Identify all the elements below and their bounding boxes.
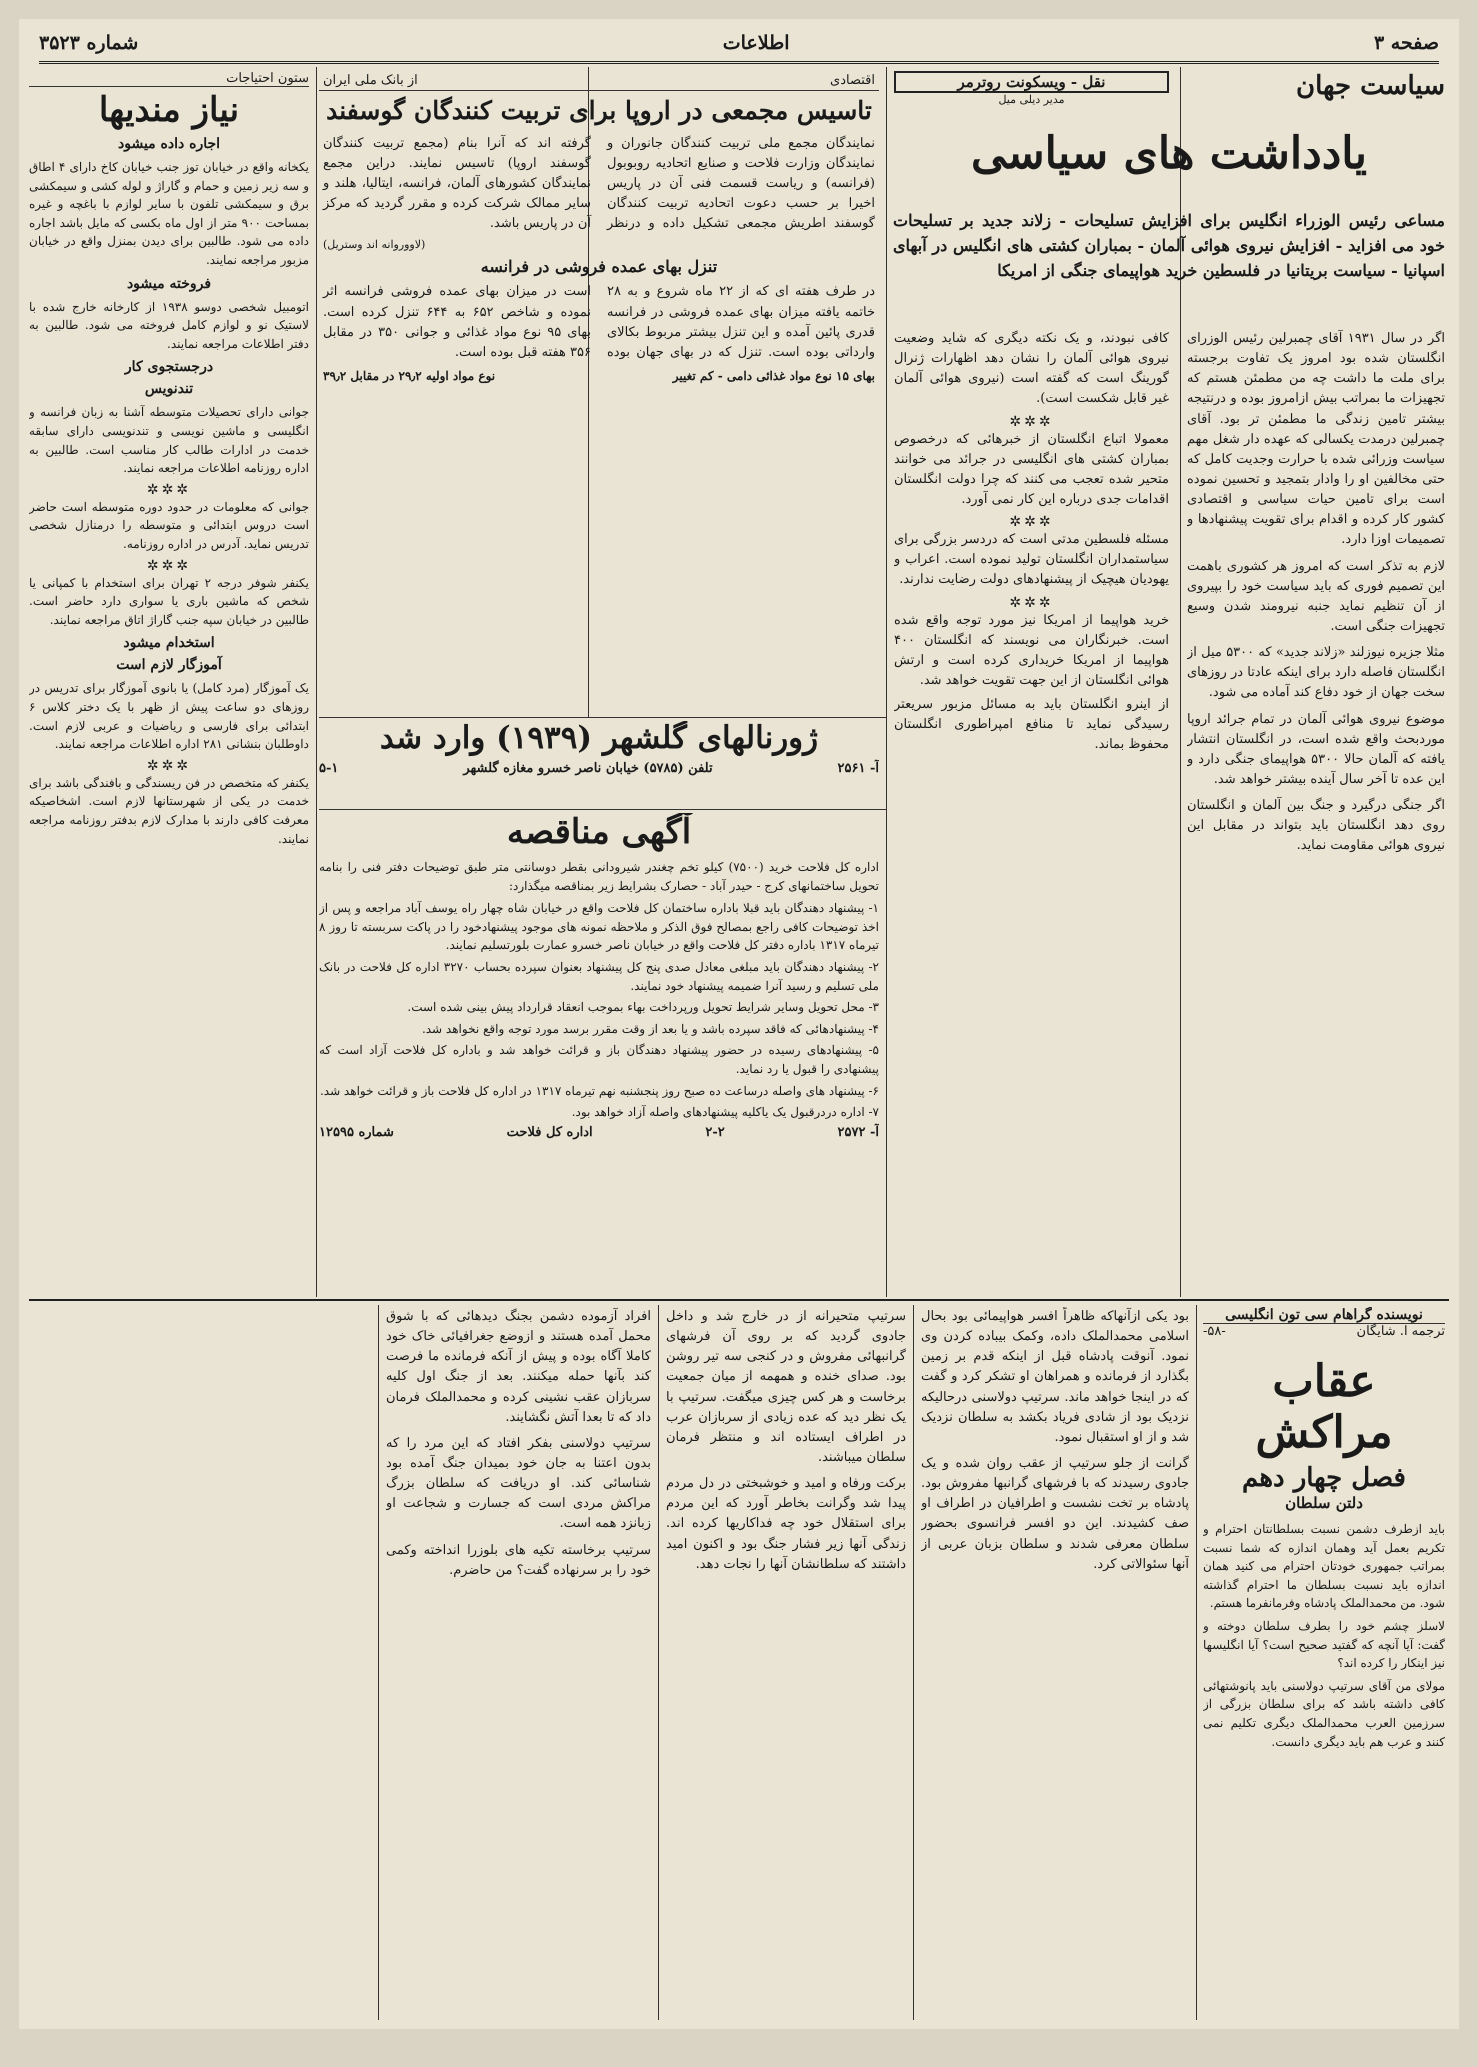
section-rule — [319, 809, 887, 810]
classified-ad: یک آموزگار (مرد کامل) یا بانوی آموزگار برای تدریس در روزهای دو ساعت پیش از ظهر با یک دختر کلاس ۶ ابتدائی برای فارسی و ریاضیات و عربی لازم است. داوطلبان بنشانی ۲۸۱ اداره اطلاعات مراجعه نمایند. — [29, 681, 309, 752]
paragraph: اداره کل فلاحت خرید (۷۵۰۰) کیلو تخم چغندر شیرودانی بقطر دوسانتی متر طبق توضیحات دفتر فنی را بنامه تحویل ساختمانهای کرج - حیدر آباد - حصارک بشرایط زیر بمناقصه میگذارد: — [319, 860, 879, 893]
paragraph: مسئله فلسطین مدتی است که دردسر بزرگی برای سیاستمداران انگلستان تولید نموده است. اعراب و یهودیان هیچیک از پیشنهادهای دولت رضایت ندارند. — [894, 532, 1169, 588]
subheading: آموزگار لازم است — [116, 657, 222, 674]
economy-headline: تاسیس مجمعی در اروپا برای تربیت کنندگان گوسفند — [326, 96, 872, 125]
column-rule — [886, 67, 887, 1297]
tender-item: ۵- پیشنهادهای رسیده در حضور پیشنهاد دهندگان باز و قرائت خواهد شد و باداره کل فلاحت آزاد است که پیشنهادی را قبول یا رد نماید. — [319, 1043, 879, 1077]
serial-number: -۵۸- — [1203, 1324, 1226, 1339]
column-rule — [658, 1305, 659, 2020]
subheading: تنزل بهای عمده فروشی در فرانسه — [480, 257, 718, 277]
politics-deck-box — [893, 209, 1445, 324]
tender-code: آ- ۲۵۷۲ — [837, 1124, 879, 1140]
author-line: مدیر دیلی میل — [998, 93, 1065, 106]
column-rule — [378, 1305, 379, 2020]
tender-number: شماره ۱۲۵۹۵ — [319, 1124, 394, 1140]
classifieds-column — [29, 71, 309, 1293]
paragraph: در طرف هفته ای که از ۲۲ ماه شروع و به ۲۸ خاتمه یافته میزان بهای عمده فروشی در فرانسه قدری پائین آمده و این تنزل بیشتر مربوط بکالای وارداتی بوده است. تنزل که در بهای جهان بوده است در میزان بهای عمده فروشی فرانسه اثر نموده و شاخص ۶۵۲ به ۶۴۴ تنزل کرده است. بهای ۹۵ نوع مواد غذائی و جوانی ۳۵۰ در مقابل ۳۵۶ هفته قبل بوده است. — [323, 284, 875, 360]
classified-ad: یکنفر که متخصص در فن ریسندگی و بافندگی باشد برای خدمت در یکی از شهرستانها لازم است. اشخاصیکه معرفت کافی دارند با مدارک لازم بدفتر روزنامه مراجعه نمایند. — [29, 775, 309, 846]
star-divider: ✲✲✲ — [1009, 413, 1054, 430]
star-divider: ✲✲✲ — [1009, 594, 1054, 611]
paragraph: معمولا اتباع انگلستان از خبرهائی که درخصوص بمباران کشتی های انگلیسی در جرائد می خوانند متحیر شده تعجب می کنند که چرا دولت انگلستان اقدامات جدی درباره این کار نمی آورد. — [894, 431, 1169, 507]
paragraph: از اینرو انگلستان باید به مسائل مزبور سریعتر رسیدگی نماید تا منافع امپراطوری انگلستان محفوظ بماند. — [894, 697, 1169, 753]
serial-chapter: فصل چهار دهم — [1242, 1463, 1406, 1494]
politics-headline: یادداشت های سیاسی — [971, 129, 1367, 179]
kicker: اقتصادی — [830, 73, 875, 88]
serial-column-2 — [921, 1307, 1189, 2023]
caption: نوع مواد اولیه ۲۹٫۲ در مقابل ۳۹٫۲ — [323, 369, 496, 384]
subheading: درجستجوی کار — [124, 359, 214, 376]
serial-byline: نویسنده گراهام سی تون انگلیسی — [1203, 1307, 1445, 1324]
politics-source — [894, 71, 1169, 111]
paragraph: افراد آزموده دشمن بجنگ دیدهائی که با شوق محمل آمده هستند و ازوضع جغرافیائی خاک خود کاملا آگاه بوده و پیش از آنکه فرمانده ما فرصت کند بآنها حمله میکنند. بعد از جنگ اول کلیه سربازان عقب نشینی کرده و محمدالملک فرمان داد که تا بعدا آتش نگشایند. — [386, 1309, 651, 1425]
source-line: نقل - ویسکونت روترمر — [894, 71, 1169, 93]
tender-item: ۴- پیشنهادهائی که فاقد سپرده باشد و یا بعد از وقت مقرر برسد مورد توجه واقع نخواهد شد. — [421, 1021, 879, 1036]
paragraph: نمایندگان مجمع ملی تربیت کنندگان جانوران و نمایندگان وزارت فلاحت و صنایع اتحادیه روبوبول (فرانسه) و ریاست قسمت فنی آن در پاریس اخیرا بر حسب دعوت اتحادیه تربیت کنندگان گوسفند اطریش مجمعی تشکیل داده و درنظر گرفته اند که آنرا بنام (مجمع تربیت کنندگان گوسفند اروپا) تاسیس نمایند. دراین مجمع نمایندگان کشورهای آلمان، فرانسه، ایتالیا، هلند و سایر ممالک شرکت کرده و مقرر گردید که مرکز آن در پاریس باشد. — [323, 135, 875, 232]
politics-deck: مساعی رئیس الوزراء انگلیس برای افزایش تسلیحات - زلاند جدید بر تسلیحات خود می افزاید - افزایش نیروی هوائی آلمان - بمباران کشتی های انگلیس در آبهای اسپانیا - سیاست بریتانیا در فلسطین خرید هواپیمای جنگی از امریکا — [893, 211, 1445, 280]
tender-item: ۶- پیشنهاد های واصله درساعت ده صبح روز پنجشنبه نهم تیرماه ۱۳۱۷ در اداره کل فلاحت باز و قرائت خواهد شد. — [319, 1083, 879, 1098]
paragraph: گرانت از جلو سرتیپ از عقب روان شده و یک جادوی رسیدند که با فرشهای گرانبها مفروش بود. پادشاه بر تخت نشست و اطرافیان در اطراف او صف کشیدند. این دو افسر فرانسوی بحضور سلطان معرفی شدند و سلطان بزبان عربی از آنها سئوالاتی کرد. — [921, 1455, 1189, 1572]
politics-body-left — [894, 329, 1169, 1293]
newspaper-page — [19, 19, 1459, 2029]
paragraph: خرید هواپیما از امریکا نیز مورد توجه واقع شده است. خبرنگاران می نویسند که انگلستان ۴۰۰ هواپیما از امریکا خریداری کرده است و ارتش هوائی انگلستان از این جهت تقویت خواهد شد. — [894, 612, 1169, 688]
column-rule — [316, 67, 317, 1297]
paragraph: مثلا جزیره نیوزلند «زلاند جدید» که ۵۳۰۰ میل از انگلستان فاصله دارد برای اینکه عادتا در روزهای سخت جهان از خود دفاع کند آماده می شود. — [1187, 645, 1445, 701]
paragraph: اگر جنگی درگیرد و جنگ بین آلمان و انگلستان روی دهد انگلستان باید بتواند در مقابل این نیروی هوائی مقاومت نماید. — [1187, 798, 1445, 854]
star-divider: ✲✲✲ — [146, 757, 192, 774]
politics-headline-box — [893, 129, 1445, 209]
ad-box — [319, 721, 879, 805]
paragraph: لاسلز چشم خود را بطرف سلطان دوخته و گفت: آیا آنچه که گفتید صحیح است؟ آیا انگلیسها نیز اینکار را کرده اند؟ — [1203, 1619, 1445, 1671]
paragraph: سرتیپ متحیرانه از در خارج شد و داخل جادوی گردید که بر روی آن فرشهای گرانبهائی مفروش و در کنجی سه تیر روشن بود. صدای خنده و همهمه از میان جمعیت برخاست و هر کس چیزی میگفت. سرتیپ با یک نظر دید که عده زیادی از سربازان عرب در اطراف ایستاده اند و منتظر فرمان سلطان میباشند. — [666, 1309, 906, 1465]
issue-number: شماره ۳۵۲۳ — [39, 32, 139, 54]
section-title: سیاست جهان — [1296, 71, 1445, 101]
section-rule — [29, 1299, 1449, 1301]
star-divider: ✲✲✲ — [1009, 514, 1054, 531]
paragraph: اگر در سال ۱۹۳۱ آقای چمبرلین رئیس الوزرای انگلستان شده بود امروز یک تفاوت برجسته برای ملت ما داشت چه من مطمئن هستم که تجهیزات ما بمراتب بیش ازامروز بوده و درنتیجه بیشتر تامین زندگی ما مطمئن تر بود. آقای چمبرلین درمدت یکسالی که عهده دار شغل مهم سیاست وزرائی شده با حرارت وجدیت کامل که حتی مخالفین او را وادار بتمجید و تحسین نموده است برای تامین حیات سیاسی و اقتصادی کشور کار کرده و اقدام برای تقویت پیشنهادها و تصمیمات اوزا دارد. — [1187, 331, 1445, 548]
subheading: استخدام میشود — [123, 635, 215, 652]
tender-item: ۱- پیشنهاد دهندگان باید قبلا باداره ساختمان کل فلاحت واقع در خیابان شاه چهار راه یوسف آباد مراجعه و پس از اخذ توضیحات کافی راجع بمصالح فوق الذکر و ملاحظه نمونه های موجود پیشنهادخود را در پاکت سربسته تا روز ۸ تیرماه ۱۳۱۷ باداره دفتر کل فلاحت واقع در خیابان ناصر خسرو عمارت بلورتسلیم نمایند. — [319, 901, 879, 953]
classified-ad: جوانی دارای تحصیلات متوسطه آشنا به زبان فرانسه و انگلیسی و ماشین نویسی و تندنویسی دارای سابقه خدمت در ادارات طالب کار مناسب است. طالبین به اداره روزنامه اطلاعات مراجعه نمایند. — [29, 405, 309, 476]
tender-notice — [319, 813, 879, 1293]
serial-translator: ترجمه ا. شایگان — [1356, 1324, 1445, 1339]
paragraph: برکت ورفاه و امید و خوشبختی در دل مردم پیدا شد وگرانت بخاطر آورد که این مردم برای استقلال خود چه فداکاریها کرده اند. زندگی آنها زیر فشار جنگ بود و اکنون امید داشتند که سلطانشان آنها را نجات دهد. — [666, 1476, 906, 1572]
paragraph: باید ازطرف دشمن نسبت بسلطانتان احترام و تکریم بعمل آید وهمان اندازه که شما نسبت بمراتب جمهوری خودتان احترام می کنید همان اندازه باید نسبت بسلطان ما احترام گذاشته شود. من محمدالملک پادشاه وفرمانفرما هستم. — [1203, 1522, 1445, 1611]
subheading: تندنویس — [144, 381, 194, 398]
ad-code: آ- ۲۵۶۱ — [837, 760, 879, 776]
classified-ad: یکنفر شوفر درجه ۲ تهران برای استخدام با کمپانی یا شخص که ماشین باری یا سواری دارد حاضر است. طالبین در خیابان سپه جنب گاراژ اتاق مراجعه نمایند. — [29, 575, 309, 627]
page-number: صفحه ۳ — [1373, 32, 1439, 54]
subheading: اجاره داده میشود — [117, 136, 221, 153]
ad-code: ۵-۱ — [319, 760, 339, 776]
classifieds-title: نیاز مندیها — [98, 90, 240, 130]
paragraph: لازم به تذکر است که امروز هر کشوری باهمت این تصمیم فوری که باید سیاست خود را بپیروی از آن تنظیم نماید جنبه نیرومند شدن وسیع تجهیزات جنگی است. — [1187, 558, 1445, 634]
caption: بهای ۱۵ نوع مواد غذائی دامی - کم تغییر — [672, 369, 875, 384]
column-rule — [1196, 1305, 1197, 2020]
serial-chapter-sub: دلتن سلطان — [1285, 1494, 1363, 1513]
tender-item: ۷- اداره دردرقبول یک یاکلیه پیشنهادهای واصله آزاد خواهد بود. — [571, 1105, 879, 1120]
section-rule — [319, 717, 887, 718]
classified-ad: یکخانه واقع در خیابان توز جنب خیابان کاخ دارای ۴ اطاق و سه زیر زمین و حمام و گاراژ و لوله کشی و سیمکشی برق و سیمکشی تلفون با سایر لوازم با باغچه و غیره بمساحت ۹۰۰ متر از اول ماه بکسی که مایل باشد اجاره داده می شود. طالبین برای دیدن بمنزل واقع در خیابان مزبور مراجعه نمایند. — [29, 160, 309, 268]
classified-ad: اتومبیل شخصی دوسو ۱۹۳۸ از کارخانه خارج شده با لاستیک نو و لوازم کامل فروخته می شود. طالبین به دفتر اطلاعات مراجعه نمایند. — [29, 299, 309, 351]
classified-ad: جوانی که معلومات در حدود دوره متوسطه است حاضر است دروس ابتدائی و متوسطه را درمنازل شخصی تدریس نماید. آدرس در اداره روزنامه. — [29, 499, 309, 551]
ad-address: تلفن (۵۷۸۵) خیابان ناصر خسرو مغازه گلشهر — [463, 760, 713, 776]
column-rule — [913, 1305, 914, 2020]
serial-title: عقاب مراکش — [1255, 1356, 1393, 1458]
serial-column-1 — [1203, 1307, 1445, 2023]
paragraph: بود یکی ازآنهاکه ظاهراً افسر هواپیمائی بود بحال اسلامی محمدالملک داده، وکمک بیباده کردن وی نمود. آنوقت پادشاه قبل از اینکه قدم بر زمین بگذارد از فرمانده و همراهان او تشکر کرد و گفت که در اینجا خواهد ماند. سرتیپ دولاسنی درحالیکه نزدیک بود از شادی فریاد بکشد به سلطان نزدیک شد و از او استقبال نمود. — [921, 1309, 1189, 1445]
paragraph: موضوع نیروی هوائی آلمان در تمام جرائد اروپا موردبحث واقع شده است، در انگلستان انتشار یافته که آلمان حالا ۵۳۰۰ هواپیمای جنگی دارد و این عده تا آخر سال آینده بیشتر خواهد شد. — [1187, 711, 1445, 787]
kicker: از بانک ملی ایران — [323, 73, 418, 88]
politics-body-right — [1187, 329, 1445, 1293]
tender-code: ۲-۲ — [705, 1124, 725, 1140]
economy-section — [319, 71, 879, 711]
tender-title: آگهی مناقصه — [506, 813, 692, 852]
star-divider: ✲✲✲ — [146, 481, 192, 498]
credit: (لاووروانه اند وستریل) — [323, 238, 426, 252]
paragraph: سرتیپ برخاسته تکیه های بلوزرا انداخته وکمی خود را بر سرنهاده گفت؟ من حاضرم. — [386, 1542, 651, 1578]
paragraph: مولای من آقای سرتیپ دولاسنی باید پانوشتهائی کافی داشته باشد که برای سلطان بزرگی از سرزمین العرب محمدالملک دیگری تکلیم نمی کنند و عرب هم باید دیگری دانست. — [1203, 1678, 1445, 1749]
star-divider: ✲✲✲ — [146, 557, 192, 574]
tender-signature: اداره کل فلاحت — [506, 1124, 593, 1140]
serial-column-3 — [666, 1307, 906, 2023]
serial-column-4 — [386, 1307, 651, 2023]
paragraph: سرتیپ دولاسنی بفکر افتاد که این مرد را که بدون اعتنا به جان خود بمیدان جنگ آمده بود شناسائی کند. او دریافت که سلطان بزرگ مراکش مردی است که جسارت و شجاعت او زبانزد همه است. — [386, 1435, 651, 1532]
tender-item: ۲- پیشنهاد دهندگان باید مبلغی معادل صدی پنج کل پیشنهاد بعنوان سپرده بحساب ۳۲۷۰ اداره کل فلاحت در بانک ملی تسلیم و رسید آنرا ضمیمه پیشنهاد خود نمایند. — [319, 960, 879, 993]
paragraph: کافی نبودند، و یک نکته دیگری که شاید وضعیت نیروی هوائی آلمان را نشان دهد اظهارات ژنرال گورینگ است که گفته است (نیروی هوائی آلمان غیر قابل شکست است). — [894, 331, 1169, 407]
subheading: فروخته میشود — [126, 275, 212, 292]
ad-title: ژورنالهای گلشهر (۱۹۳۹) وارد شد — [379, 721, 819, 756]
paper-name: اطلاعات — [722, 32, 790, 54]
tender-item: ۳- محل تحویل وسایر شرایط تحویل ورپرداخت بهاء بموجب انعقاد قرارداد پیش بینی شده است. — [407, 1000, 879, 1015]
kicker: ستون احتیاجات — [29, 71, 309, 87]
page-header — [39, 25, 1439, 64]
